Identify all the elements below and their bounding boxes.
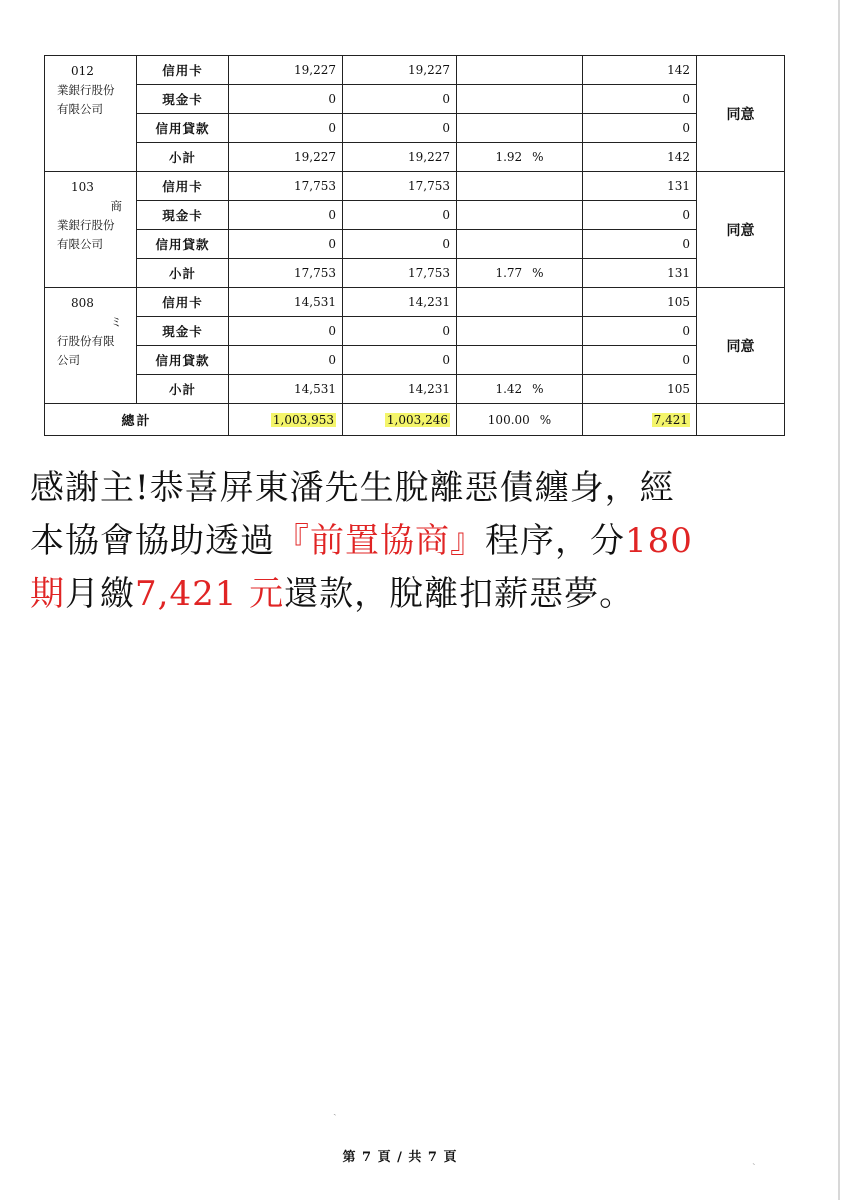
table-body	[45, 56, 785, 436]
monthly-payment: 105	[583, 375, 697, 404]
debt-amount: 17,753	[229, 172, 343, 201]
monthly-payment-amount: 7,421 元	[135, 574, 285, 614]
agreed-amount: 0	[343, 114, 457, 143]
creditor-bank-cell	[45, 172, 137, 288]
agreed-amount: 17,753	[343, 172, 457, 201]
highlighted-value: 1,003,246	[386, 412, 448, 427]
debt-type: 小計	[137, 375, 229, 404]
total-monthly-payment	[583, 404, 697, 436]
monthly-payment: 0	[583, 346, 697, 375]
message-line-1	[30, 462, 810, 515]
debt-ratio	[457, 85, 583, 114]
debt-ratio	[457, 317, 583, 346]
message-text: 感謝主!恭喜屏東潘先生脫離惡債纏身，經	[30, 468, 675, 508]
agreed-amount: 0	[343, 230, 457, 259]
agreed-amount: 19,227	[343, 56, 457, 85]
agreed-amount: 14,231	[343, 288, 457, 317]
monthly-payment: 0	[583, 230, 697, 259]
debt-amount: 19,227	[229, 143, 343, 172]
debt-ratio	[457, 346, 583, 375]
pre-negotiation-term: 『前置協商』	[275, 521, 485, 561]
agreement-status: 同意	[697, 56, 785, 172]
percent-sign: %	[539, 412, 552, 427]
page-number: 第 7 頁 / 共 7 頁	[342, 1150, 458, 1165]
ratio-value: 1.42	[495, 382, 523, 396]
percent-sign: %	[532, 382, 544, 396]
bank-name-fragment: 商	[110, 199, 122, 213]
installment-count: 180	[625, 521, 693, 561]
agreed-amount: 14,231	[343, 375, 457, 404]
table-row	[45, 56, 785, 85]
debt-amount: 0	[229, 114, 343, 143]
bank-name-line: 業銀行股份	[57, 218, 115, 232]
bank-name-line: 公司	[57, 353, 80, 367]
debt-negotiation-table	[44, 55, 785, 436]
agreed-amount: 0	[343, 201, 457, 230]
debt-type: 信用卡	[137, 172, 229, 201]
table-row	[45, 375, 785, 404]
debt-amount: 0	[229, 201, 343, 230]
period-unit: 期	[30, 574, 65, 614]
debt-ratio	[457, 143, 583, 172]
debt-ratio	[457, 230, 583, 259]
table-row	[45, 114, 785, 143]
message-line-3	[30, 568, 810, 621]
creditor-bank-cell	[45, 56, 137, 172]
agreed-amount: 0	[343, 346, 457, 375]
highlighted-value: 1,003,953	[272, 412, 334, 427]
creditor-bank-cell	[45, 288, 137, 404]
monthly-payment: 142	[583, 56, 697, 85]
scan-speck: ˎ	[333, 1103, 337, 1116]
monthly-payment: 0	[583, 114, 697, 143]
debt-type: 現金卡	[137, 201, 229, 230]
debt-amount: 0	[229, 230, 343, 259]
debt-type: 信用卡	[137, 56, 229, 85]
table-row	[45, 172, 785, 201]
ratio-value: 1.77	[495, 266, 523, 280]
total-row	[45, 404, 785, 436]
debt-amount: 0	[229, 346, 343, 375]
message-text: 程序，分	[485, 521, 625, 561]
bank-code: 808	[71, 296, 94, 310]
debt-ratio	[457, 201, 583, 230]
bank-name-fragment: ミ	[110, 315, 122, 329]
total-ratio	[457, 404, 583, 436]
debt-ratio	[457, 56, 583, 85]
bank-name-line: 有限公司	[57, 237, 103, 251]
monthly-payment: 131	[583, 172, 697, 201]
debt-type: 現金卡	[137, 85, 229, 114]
debt-ratio	[457, 259, 583, 288]
monthly-payment: 0	[583, 201, 697, 230]
bank-name-line: 業銀行股份	[57, 83, 115, 97]
monthly-payment: 105	[583, 288, 697, 317]
debt-ratio	[457, 172, 583, 201]
debt-type: 信用貸款	[137, 114, 229, 143]
table-row	[45, 201, 785, 230]
bank-code: 103	[71, 180, 94, 194]
agreed-amount: 17,753	[343, 259, 457, 288]
debt-ratio	[457, 375, 583, 404]
debt-amount: 14,531	[229, 375, 343, 404]
page-edge	[838, 0, 840, 1200]
monthly-payment: 0	[583, 317, 697, 346]
monthly-payment: 142	[583, 143, 697, 172]
table-row	[45, 288, 785, 317]
debt-type: 信用貸款	[137, 230, 229, 259]
message-line-2	[30, 515, 810, 568]
total-debt-amount	[229, 404, 343, 436]
bank-code: 012	[71, 64, 94, 78]
debt-amount: 19,227	[229, 56, 343, 85]
highlighted-value: 7,421	[653, 412, 688, 427]
monthly-payment: 131	[583, 259, 697, 288]
debt-ratio	[457, 114, 583, 143]
total-empty-cell	[697, 404, 785, 436]
debt-ratio	[457, 288, 583, 317]
debt-type: 小計	[137, 143, 229, 172]
bank-name-line: 行股份有限	[57, 334, 115, 348]
message-text: 還款，脫離扣薪惡夢。	[284, 574, 635, 614]
debt-type: 小計	[137, 259, 229, 288]
debt-amount: 17,753	[229, 259, 343, 288]
table-row	[45, 259, 785, 288]
message-text: 月繳	[65, 574, 135, 614]
agreed-amount: 0	[343, 85, 457, 114]
table-row	[45, 317, 785, 346]
bank-name-line: 有限公司	[57, 102, 103, 116]
scan-speck: ˴	[752, 1156, 756, 1169]
table-row	[45, 346, 785, 375]
message-text: 本協會協助透過	[30, 521, 275, 561]
monthly-payment: 0	[583, 85, 697, 114]
debt-amount: 0	[229, 317, 343, 346]
total-label: 總計	[45, 404, 229, 436]
agreed-amount: 19,227	[343, 143, 457, 172]
debt-type: 現金卡	[137, 317, 229, 346]
debt-amount: 14,531	[229, 288, 343, 317]
table-row	[45, 230, 785, 259]
agreement-status: 同意	[697, 172, 785, 288]
total-agreed-amount	[343, 404, 457, 436]
table-row	[45, 85, 785, 114]
percent-sign: %	[532, 150, 544, 164]
percent-sign: %	[532, 266, 544, 280]
agreed-amount: 0	[343, 317, 457, 346]
ratio-value: 1.92	[495, 150, 523, 164]
debt-type: 信用卡	[137, 288, 229, 317]
table-row	[45, 143, 785, 172]
ratio-value: 100.00	[487, 412, 530, 427]
debt-amount: 0	[229, 85, 343, 114]
congratulation-message	[30, 462, 810, 621]
agreement-status: 同意	[697, 288, 785, 404]
debt-type: 信用貸款	[137, 346, 229, 375]
